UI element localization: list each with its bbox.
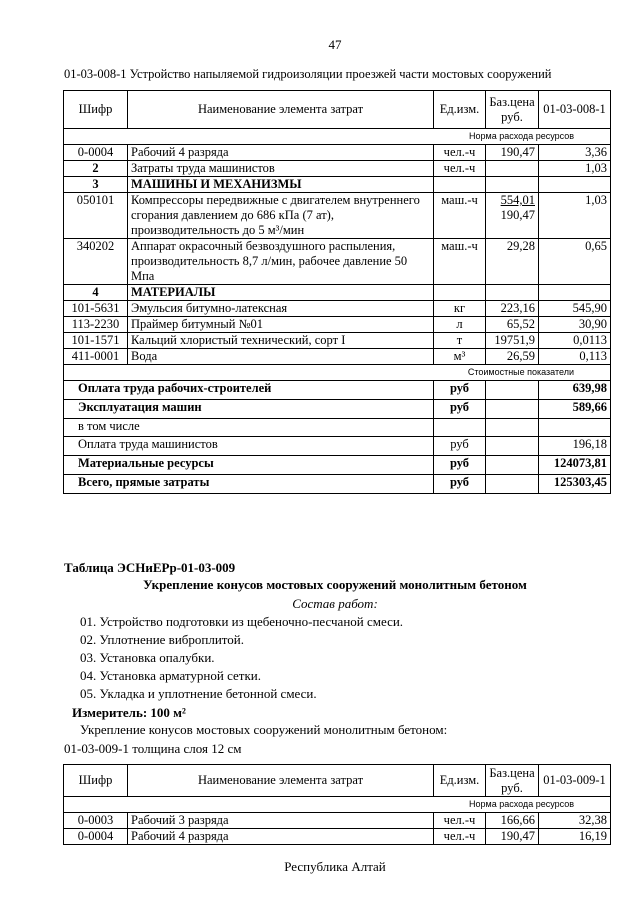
cost-name: Оплата труда рабочих-строителей	[64, 381, 434, 400]
row-price	[486, 193, 539, 239]
row-price: 166,66	[486, 813, 539, 829]
header-price: Баз.цена руб.	[486, 91, 539, 129]
row-unit: т	[434, 333, 486, 349]
cost-unit: руб	[434, 456, 486, 475]
header-norm: 01-03-009-1	[539, 765, 611, 797]
row-code: 101-5631	[64, 301, 128, 317]
row-unit: чел.-ч	[434, 145, 486, 161]
cost-label: Стоимостные показатели	[64, 365, 611, 381]
row-norm: 30,90	[539, 317, 611, 333]
cost-value	[539, 419, 611, 437]
header-norm: 01-03-008-1	[539, 91, 611, 129]
row-price: 19751,9	[486, 333, 539, 349]
page-number: 47	[328, 37, 342, 52]
row-name: Рабочий 4 разряда	[128, 145, 434, 161]
row-name: Рабочий 3 разряда	[128, 813, 434, 829]
cost-value: 196,18	[539, 437, 611, 456]
row-name-line: производительность до 5 м³/мин	[131, 223, 305, 237]
works-heading: Состав работ:	[292, 596, 378, 611]
cost-name: в том числе	[64, 419, 434, 437]
row-norm: 0,0113	[539, 333, 611, 349]
row-unit: чел.-ч	[434, 161, 486, 177]
row-name: Эмульсия битумно-латексная	[128, 301, 434, 317]
cost-name: Материальные ресурсы	[64, 456, 434, 475]
row-norm: 0,113	[539, 349, 611, 365]
row-unit: кг	[434, 301, 486, 317]
row-unit: м³	[434, 349, 486, 365]
section-code: 3	[64, 177, 128, 193]
row-code: 2	[64, 161, 128, 177]
row-price: 29,28	[486, 239, 539, 285]
row-code: 050101	[64, 193, 128, 239]
row-price: 190,47	[486, 829, 539, 845]
header-name: Наименование элемента затрат	[128, 765, 434, 797]
section-name: МАШИНЫ И МЕХАНИЗМЫ	[128, 177, 434, 193]
row-code: 0-0004	[64, 829, 128, 845]
norm-label: Норма расхода ресурсов	[64, 797, 611, 813]
row-name	[128, 193, 434, 239]
row-name-line: производительность 8,7 л/мин, рабочее давление 50	[131, 254, 408, 268]
work-item: 01. Устройство подготовки из щебеночно-песчаной смеси.	[80, 614, 404, 629]
cost-unit	[434, 419, 486, 437]
meter: Измеритель: 100 м²	[72, 705, 186, 720]
row-norm: 3,36	[539, 145, 611, 161]
work-item: 02. Уплотнение виброплитой.	[80, 632, 245, 647]
header-unit: Ед.изм.	[434, 765, 486, 797]
header-code: Шифр	[64, 91, 128, 129]
row-price-value: 554,01	[500, 193, 535, 207]
cost-unit: руб	[434, 400, 486, 419]
section2-subtitle: Укрепление конусов мостовых сооружений монолитным бетоном	[143, 577, 527, 592]
row-code: 113-2230	[64, 317, 128, 333]
work-item: 03. Установка опалубки.	[80, 650, 215, 665]
cost-value: 589,66	[539, 400, 611, 419]
row-price-value: 190,47	[500, 208, 535, 222]
section2-title: Таблица ЭСНиЕРр-01-03-009	[64, 560, 236, 575]
code-line: 01-03-009-1 толщина слоя 12 см	[64, 741, 242, 756]
row-price: 26,59	[486, 349, 539, 365]
row-code: 101-1571	[64, 333, 128, 349]
row-unit: маш.-ч	[434, 193, 486, 239]
row-name-line: Компрессоры передвижные с двигателем внутреннего	[131, 193, 420, 207]
section-name: МАТЕРИАЛЫ	[128, 285, 434, 301]
cost-unit: руб	[434, 381, 486, 400]
row-name: Вода	[128, 349, 434, 365]
cost-value: 125303,45	[539, 475, 611, 494]
row-unit: чел.-ч	[434, 829, 486, 845]
cost-value: 639,98	[539, 381, 611, 400]
cost-name: Оплата труда машинистов	[64, 437, 434, 456]
description: Укрепление конусов мостовых сооружений монолитным бетоном:	[80, 722, 448, 737]
row-norm: 16,19	[539, 829, 611, 845]
row-code: 411-0001	[64, 349, 128, 365]
row-price: 223,16	[486, 301, 539, 317]
row-unit: маш.-ч	[434, 239, 486, 285]
row-unit: чел.-ч	[434, 813, 486, 829]
cost-name: Всего, прямые затраты	[64, 475, 434, 494]
row-norm: 32,38	[539, 813, 611, 829]
row-name: Кальций хлористый технический, сорт I	[128, 333, 434, 349]
row-code: 0-0004	[64, 145, 128, 161]
row-price: 190,47	[486, 145, 539, 161]
row-unit: л	[434, 317, 486, 333]
row-name: Рабочий 4 разряда	[128, 829, 434, 845]
row-code: 340202	[64, 239, 128, 285]
row-price	[486, 161, 539, 177]
row-name: Затраты труда машинистов	[128, 161, 434, 177]
row-name-line: Аппарат окрасочный безвоздушного распыления,	[131, 239, 396, 253]
footer: Республика Алтай	[284, 859, 386, 874]
cost-value: 124073,81	[539, 456, 611, 475]
norm-label: Норма расхода ресурсов	[64, 129, 611, 145]
row-name	[128, 239, 434, 285]
table1-caption: 01-03-008-1 Устройство напыляемой гидроизоляции проезжей части мостовых сооружений	[64, 67, 552, 81]
resource-table-1	[63, 90, 611, 494]
cost-name: Эксплуатация машин	[64, 400, 434, 419]
header-name: Наименование элемента затрат	[128, 91, 434, 129]
header-code: Шифр	[64, 765, 128, 797]
work-item: 04. Установка арматурной сетки.	[80, 668, 261, 683]
cost-unit: руб	[434, 475, 486, 494]
row-price: 65,52	[486, 317, 539, 333]
row-norm: 0,65	[539, 239, 611, 285]
header-unit: Ед.изм.	[434, 91, 486, 129]
row-name-line: Мпа	[131, 269, 155, 283]
resource-table-2	[63, 764, 611, 845]
row-norm: 1,03	[539, 193, 611, 239]
section-code: 4	[64, 285, 128, 301]
row-name-line: сгорания давлением до 686 кПа (7 ат),	[131, 208, 334, 222]
work-item: 05. Укладка и уплотнение бетонной смеси.	[80, 686, 317, 701]
row-code: 0-0003	[64, 813, 128, 829]
row-name: Праймер битумный №01	[128, 317, 434, 333]
cost-unit: руб	[434, 437, 486, 456]
row-norm: 1,03	[539, 161, 611, 177]
header-price: Баз.цена руб.	[486, 765, 539, 797]
row-norm: 545,90	[539, 301, 611, 317]
